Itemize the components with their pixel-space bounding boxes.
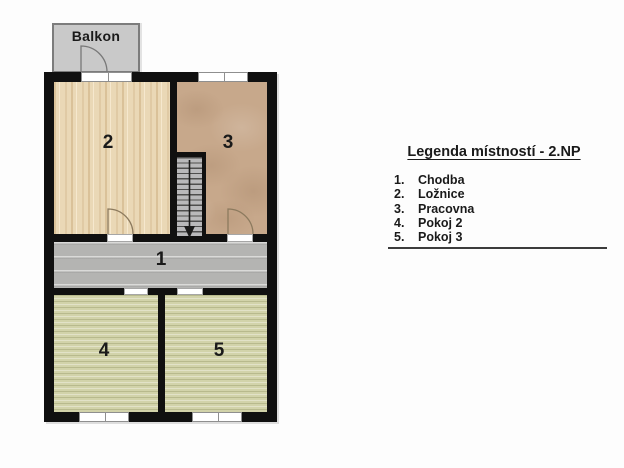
window-pokoj-2 xyxy=(79,412,129,422)
legend xyxy=(378,144,610,244)
balcony-label: Balkon xyxy=(71,28,121,44)
room-number-chodba: 1 xyxy=(155,249,167,270)
legend-title: Legenda místností - 2.NP xyxy=(407,144,581,160)
legend-item-number: 4. xyxy=(394,215,405,230)
legend-item-number: 1. xyxy=(394,173,405,187)
legend-item xyxy=(378,202,610,216)
legend-item-number: 3. xyxy=(394,201,405,216)
door-sill-pokoj-2 xyxy=(124,288,148,295)
legend-item xyxy=(378,187,610,201)
door-sill-pracovna xyxy=(227,234,253,242)
staircase xyxy=(170,152,206,242)
room-number-loznice: 2 xyxy=(102,132,114,153)
window-divider xyxy=(108,73,109,81)
window-divider xyxy=(105,413,106,421)
room-number-pokoj-3: 5 xyxy=(213,340,225,361)
legend-list xyxy=(378,173,610,244)
door-sill-pokoj-3 xyxy=(177,288,203,295)
window-divider xyxy=(218,413,219,421)
legend-item-label: Ložnice xyxy=(418,187,465,202)
room-number-pokoj-2: 4 xyxy=(98,340,110,361)
balcony-door-window xyxy=(81,72,132,82)
window-pokoj-3 xyxy=(192,412,242,422)
window-divider xyxy=(224,73,225,81)
balcony xyxy=(52,23,140,73)
room-number-pracovna: 3 xyxy=(222,132,234,153)
legend-item xyxy=(378,173,610,187)
door-sill-loznice xyxy=(107,234,133,242)
legend-item xyxy=(378,230,610,244)
legend-divider-line xyxy=(388,247,607,249)
legend-item-label: Pokoj 3 xyxy=(418,230,463,245)
legend-item-number: 2. xyxy=(394,187,405,202)
legend-item-label: Pracovna xyxy=(418,201,475,216)
building-outline xyxy=(44,72,277,422)
window-pracovna xyxy=(198,72,248,82)
legend-item-label: Pokoj 2 xyxy=(418,215,463,230)
legend-item xyxy=(378,216,610,230)
room-loznice xyxy=(54,82,170,234)
legend-item-number: 5. xyxy=(394,230,405,245)
stair-treads xyxy=(177,157,202,236)
legend-item-label: Chodba xyxy=(418,173,465,187)
